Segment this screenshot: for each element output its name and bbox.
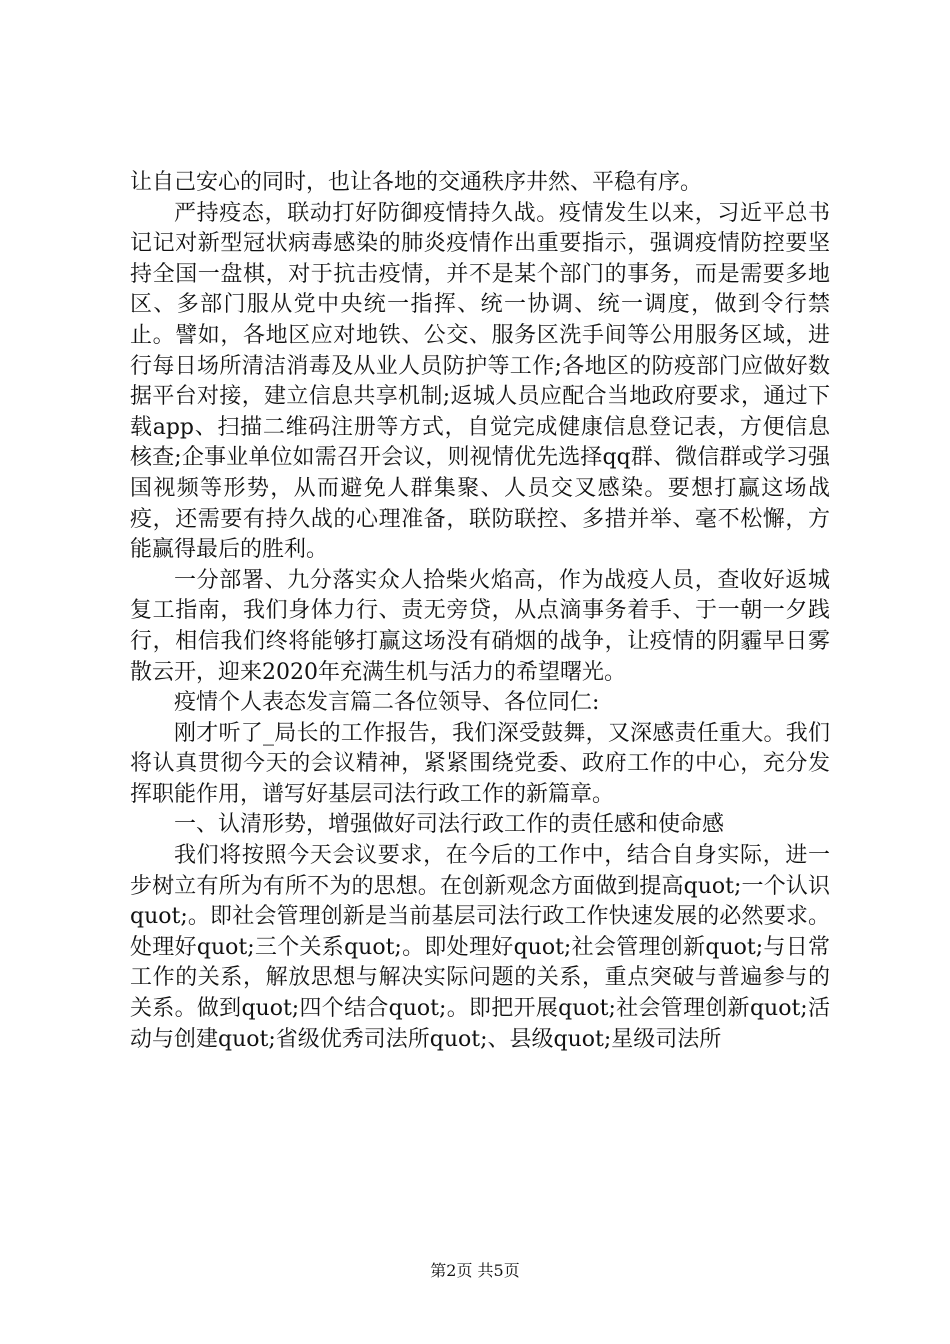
paragraph-2: 严持疫态，联动打好防御疫情持久战。疫情发生以来，习近平总书记记对新型冠状病毒感染的肺炎疫情作出重要指示，强调疫情防控要坚持全国一盘棋，对于抗击疫情，并不是某个部门的事务，而是需要多地区、多部门服从党中央统一指挥、统一协调、统一调度，做到令行禁止。譬如，各地区应对地铁、公交、服务区洗手间等公用服务区域，进行每日场所清洁消毒及从业人员防护等工作;各地区的防疫部门应做好数据平台对接，建立信息共享机制;返城人员应配合当地政府要求，通过下载app、扫描二维码注册等方式，自觉完成健康信息登记表，方便信息核查;企事业单位如需召开会议，则视情优先选择qq群、微信群或学习强国视频等形势，从而避免人群集聚、人员交叉感染。要想打赢这场战疫，还需要有持久战的心理准备，联防联控、多措并举、毫不松懈，方能赢得最后的胜利。	[130, 200, 830, 563]
paragraph-7: 我们将按照今天会议要求，在今后的工作中，结合自身实际，进一步树立有所为有所不为的思想。在创新观念方面做到提高quot;一个认识quot;。即社会管理创新是当前基层司法行政工作快速发展的必然要求。处理好quot;三个关系quot;。即处理好quot;社会管理创新quot;与日常工作的关系，解放思想与解决实际问题的关系，重点突破与普遍参与的关系。做到quot;四个结合quot;。即把开展quot;社会管理创新quot;活动与创建quot;省级优秀司法所quot;、县级quot;星级司法所	[130, 843, 830, 1052]
paragraph-3: 一分部署、九分落实众人拾柴火焰高，作为战疫人员，查收好返城复工指南，我们身体力行、责无旁贷，从点滴事务着手、于一朝一夕践行，相信我们终将能够打赢这场没有硝烟的战争，让疫情的阴霾早日雾散云开，迎来2020年充满生机与活力的希望曙光。	[130, 567, 830, 685]
document-body	[130, 168, 830, 1055]
paragraph-4: 疫情个人表态发言篇二各位领导、各位同仁:	[174, 690, 600, 716]
section-heading: 一、认清形势，增强做好司法行政工作的责任感和使命感	[174, 812, 725, 838]
page-footer	[0, 1261, 950, 1281]
paragraph-5: 刚才听了_局长的工作报告，我们深受鼓舞，又深感责任重大。我们将认真贯彻今天的会议精神，紧紧围绕党委、政府工作的中心，充分发挥职能作用，谱写好基层司法行政工作的新篇章。	[130, 720, 830, 807]
paragraph-1: 让自己安心的同时，也让各地的交通秩序井然、平稳有序。	[130, 170, 703, 195]
page-number: 第2页 共5页	[430, 1261, 520, 1280]
